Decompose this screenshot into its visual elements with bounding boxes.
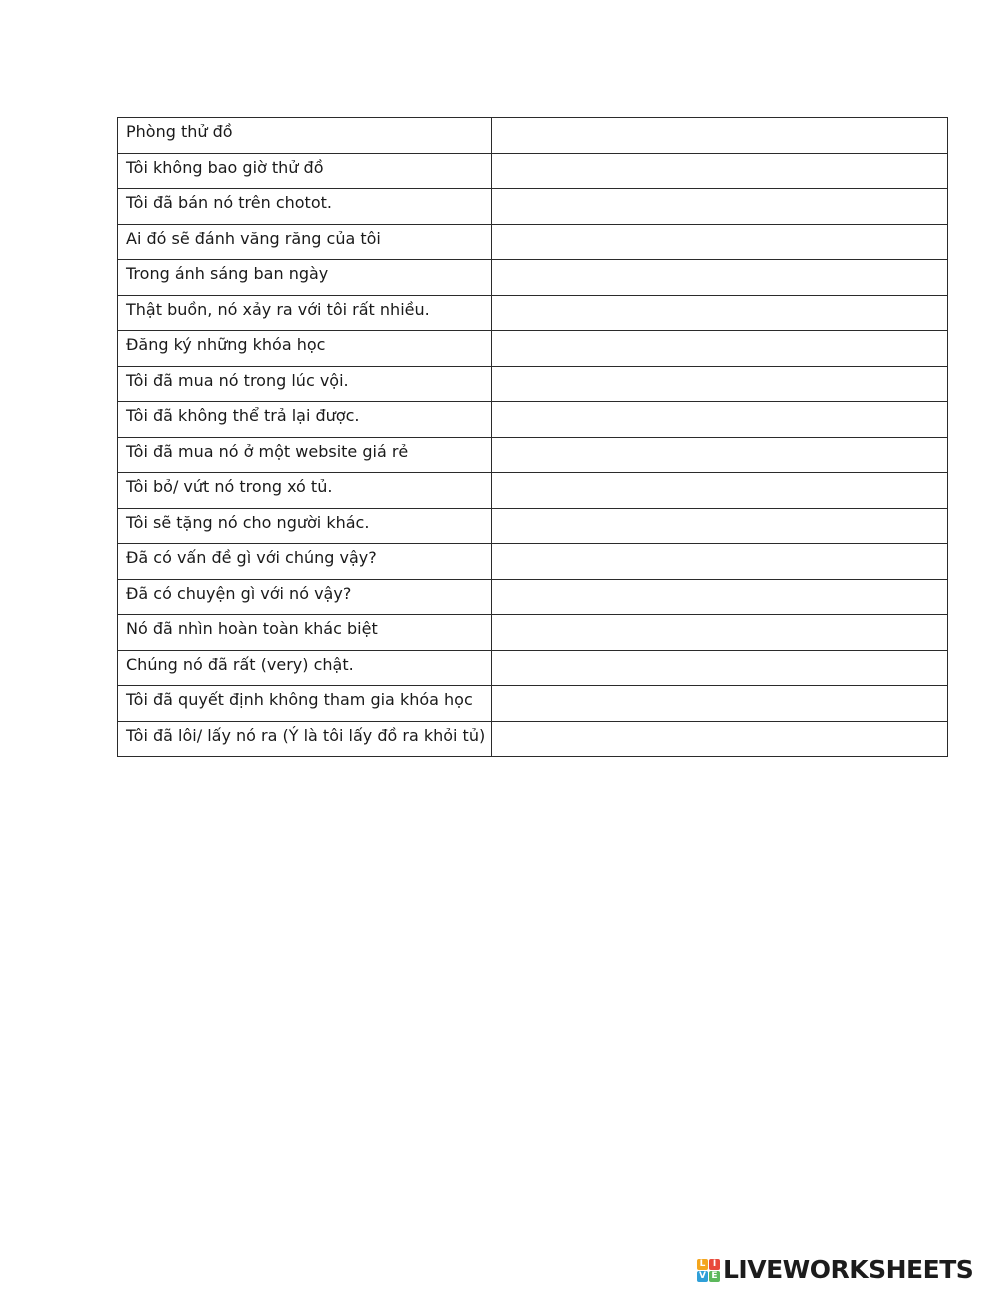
table-row	[118, 295, 948, 331]
table-row	[118, 224, 948, 260]
table-row	[118, 260, 948, 296]
prompt-cell: Ai đó sẽ đánh văng răng của tôi	[118, 224, 492, 260]
prompt-cell: Tôi đã lôi/ lấy nó ra (Ý là tôi lấy đồ ra khỏi tủ)	[118, 721, 492, 757]
answer-cell[interactable]	[492, 224, 948, 260]
table-row	[118, 331, 948, 367]
table-row	[118, 721, 948, 757]
prompt-cell: Tôi không bao giờ thử đồ	[118, 153, 492, 189]
prompt-cell: Phòng thử đồ	[118, 118, 492, 154]
table-row	[118, 615, 948, 651]
answer-cell[interactable]	[492, 473, 948, 509]
liveworksheets-logo-icon	[697, 1259, 720, 1282]
table-row	[118, 118, 948, 154]
prompt-cell: Tôi đã không thể trả lại được.	[118, 402, 492, 438]
answer-cell[interactable]	[492, 402, 948, 438]
answer-cell[interactable]	[492, 189, 948, 225]
answer-cell[interactable]	[492, 721, 948, 757]
answer-cell[interactable]	[492, 437, 948, 473]
prompt-cell: Thật buồn, nó xảy ra với tôi rất nhiều.	[118, 295, 492, 331]
logo-tile: I	[709, 1259, 720, 1270]
table-row	[118, 650, 948, 686]
prompt-cell: Đã có chuyện gì với nó vậy?	[118, 579, 492, 615]
brand-wordmark: LIVEWORKSHEETS	[723, 1255, 974, 1284]
logo-tile: V	[697, 1271, 708, 1282]
table-row	[118, 366, 948, 402]
table-row	[118, 508, 948, 544]
prompt-cell: Tôi bỏ/ vứt nó trong xó tủ.	[118, 473, 492, 509]
prompt-cell: Trong ánh sáng ban ngày	[118, 260, 492, 296]
answer-cell[interactable]	[492, 295, 948, 331]
answer-cell[interactable]	[492, 366, 948, 402]
prompt-cell: Đăng ký những khóa học	[118, 331, 492, 367]
prompt-cell: Tôi đã quyết định không tham gia khóa học	[118, 686, 492, 722]
worksheet-table-body	[118, 118, 948, 757]
logo-tile: L	[697, 1259, 708, 1270]
table-row	[118, 402, 948, 438]
liveworksheets-brand[interactable]	[697, 1253, 973, 1287]
answer-cell[interactable]	[492, 331, 948, 367]
prompt-cell: Tôi sẽ tặng nó cho người khác.	[118, 508, 492, 544]
answer-cell[interactable]	[492, 544, 948, 580]
table-row	[118, 189, 948, 225]
table-row	[118, 153, 948, 189]
prompt-cell: Đã có vấn đề gì với chúng vậy?	[118, 544, 492, 580]
table-row	[118, 544, 948, 580]
logo-tile: E	[709, 1271, 720, 1282]
answer-cell[interactable]	[492, 118, 948, 154]
table-row	[118, 579, 948, 615]
answer-cell[interactable]	[492, 615, 948, 651]
table-row	[118, 437, 948, 473]
prompt-cell: Chúng nó đã rất (very) chật.	[118, 650, 492, 686]
prompt-cell: Tôi đã mua nó ở một website giá rẻ	[118, 437, 492, 473]
worksheet-table	[117, 117, 948, 757]
prompt-cell: Nó đã nhìn hoàn toàn khác biệt	[118, 615, 492, 651]
answer-cell[interactable]	[492, 650, 948, 686]
table-row	[118, 473, 948, 509]
answer-cell[interactable]	[492, 260, 948, 296]
answer-cell[interactable]	[492, 508, 948, 544]
table-row	[118, 686, 948, 722]
prompt-cell: Tôi đã bán nó trên chotot.	[118, 189, 492, 225]
prompt-cell: Tôi đã mua nó trong lúc vội.	[118, 366, 492, 402]
answer-cell[interactable]	[492, 686, 948, 722]
answer-cell[interactable]	[492, 579, 948, 615]
answer-cell[interactable]	[492, 153, 948, 189]
